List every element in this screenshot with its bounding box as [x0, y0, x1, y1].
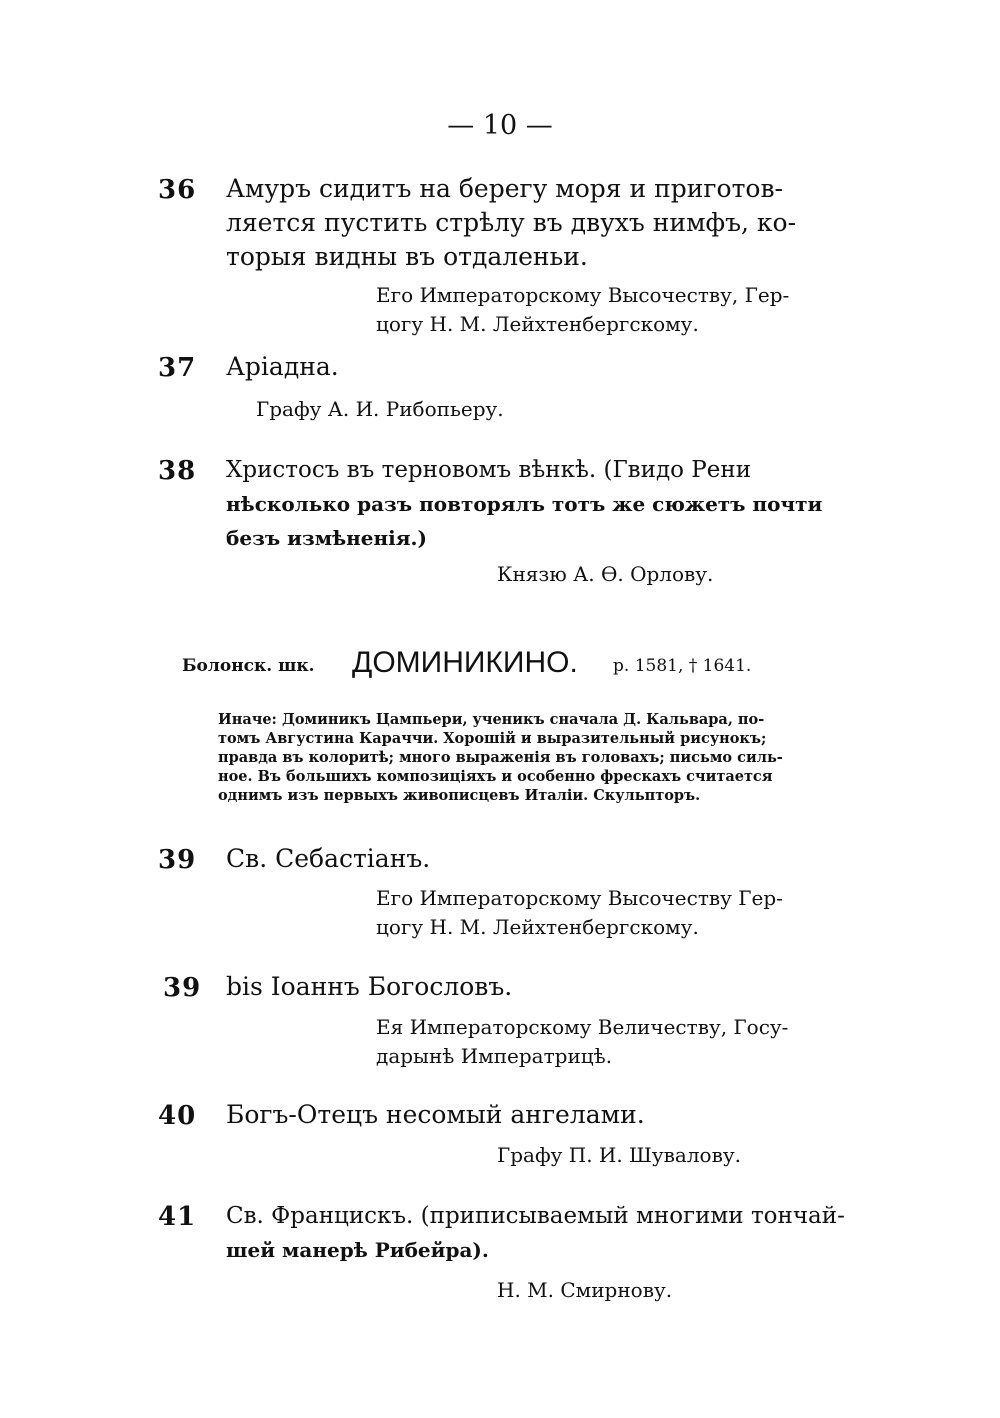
entry-owner [497, 560, 713, 589]
owner-line: Графу П. И. Шувалову. [497, 1143, 741, 1167]
entry-title [226, 172, 796, 274]
title-line: bis Іоаннъ Богословъ. [226, 972, 513, 1001]
owner-line: Графу А. И. Рибопьеру. [256, 397, 504, 421]
artist-bio [218, 710, 808, 805]
entry-owner [497, 1276, 672, 1305]
bio-line: ное. Въ большихъ композиціяхъ и особенно фрескахъ считается [218, 768, 773, 785]
owner-line: Князю А. Ѳ. Орлову. [497, 562, 714, 586]
entry-title [226, 842, 430, 876]
entry-number: 39 [158, 845, 197, 875]
title-line: нѣсколько разъ повторялъ тотъ же сюжетъ почти [226, 492, 823, 516]
title-line: Св. Себастіанъ. [226, 844, 431, 873]
entry-owner [376, 281, 789, 339]
title-line: Христосъ въ терновомъ вѣнкѣ. (Гвидо Рени [226, 457, 752, 483]
entry-number: 36 [158, 175, 197, 205]
title-line: ляется пустить стрѣлу въ двухъ нимфъ, ко- [226, 208, 797, 237]
entry-owner [376, 884, 783, 942]
title-line: Амуръ сидитъ на берегу моря и приготов- [226, 174, 783, 203]
owner-line: дарынѣ Императрицѣ. [376, 1044, 613, 1068]
school-label: Болонск. шк. [182, 656, 315, 676]
entry-number: 38 [158, 456, 197, 486]
artist-heading [0, 646, 1000, 686]
entry-owner [256, 395, 504, 424]
title-line: торыя видны въ отдаленьи. [226, 242, 588, 271]
entry-title [226, 970, 512, 1004]
owner-line: Его Императорскому Высочеству Гер- [376, 886, 783, 910]
bio-line: томъ Августина Караччи. Хорошій и выразительный рисунокъ; [218, 730, 767, 747]
owner-line: Ея Императорскому Величеству, Госу- [376, 1015, 789, 1039]
artist-name: ДОМИНИКИНО. [352, 646, 578, 679]
entry-number: 37 [158, 353, 197, 383]
bio-line: однимъ изъ первыхъ живописцевъ Италіи. Скульпторъ. [218, 787, 701, 804]
title-line: безъ измѣненія.) [226, 526, 427, 550]
owner-line: Н. М. Смирнову. [497, 1278, 673, 1302]
entry-number: 41 [158, 1202, 197, 1232]
entry-title [226, 350, 339, 384]
entry-title [226, 453, 822, 555]
bio-line: Иначе: Доминикъ Цампьери, ученикъ сначала Д. Кальвара, по- [218, 711, 765, 728]
bio-line: правда въ колоритѣ; много выраженія въ головахъ; письмо силь- [218, 749, 783, 766]
entry-owner [497, 1141, 741, 1170]
entry-number: 40 [158, 1101, 197, 1131]
entry-title [226, 1098, 645, 1132]
owner-line: цогу Н. М. Лейхтенбергскому. [376, 915, 699, 939]
entry-title [226, 1199, 845, 1267]
title-line: Богъ-Отецъ несомый ангелами. [226, 1100, 645, 1129]
entry-number: 39 [163, 973, 202, 1003]
page-number: — 10 — [447, 110, 553, 141]
owner-line: цогу Н. М. Лейхтенбергскому. [376, 312, 699, 336]
entry-owner [376, 1013, 788, 1071]
artist-dates: р. 1581, † 1641. [613, 656, 752, 676]
title-line: Св. Францискъ. (приписываемый многими тончай- [226, 1203, 845, 1229]
title-line: Аріадна. [226, 352, 339, 381]
owner-line: Его Императорскому Высочеству, Гер- [376, 283, 790, 307]
title-line: шей манерѣ Рибейра). [226, 1238, 489, 1262]
